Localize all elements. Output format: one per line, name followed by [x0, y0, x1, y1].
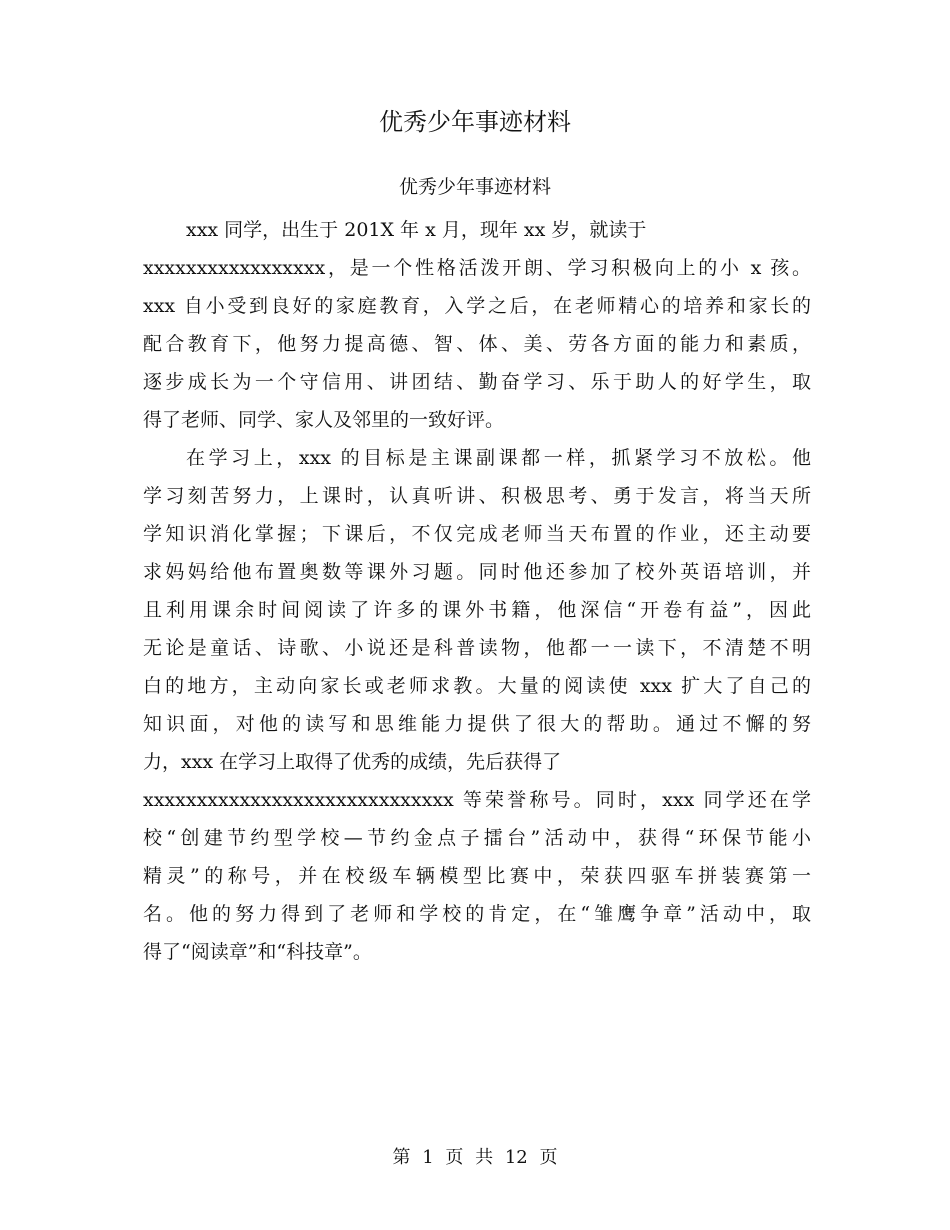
text-line: 白的地方，主动向家长或老师求教。大量的阅读使 xxx 扩大了自己的 [143, 675, 811, 697]
text-line: xxxxxxxxxxxxxxxxx，是一个性格活泼开朗、学习积极向上的小 x 孩。 [143, 257, 811, 279]
text-line: 无论是童话、诗歌、小说还是科普读物，他都一一读下，不清楚不明 [143, 637, 811, 659]
page-number: 第 1 页 共 12 页 [392, 1147, 558, 1168]
text-line: xxxxxxxxxxxxxxxxxxxxxxxxxxxxx 等荣誉称号。同时，xxx 同学还在学 [143, 789, 811, 811]
text-line: 求妈妈给他布置奥数等课外习题。同时他还参加了校外英语培训，并 [143, 561, 811, 583]
text-line: 知识面，对他的读写和思维能力提供了很大的帮助。通过不懈的努 [143, 713, 811, 735]
text-line: 且利用课余时间阅读了许多的课外书籍，他深信“开卷有益”，因此 [143, 599, 811, 621]
text-line: 学习刻苦努力，上课时，认真听讲、积极思考、勇于发言，将当天所 [143, 485, 811, 507]
document-subtitle: 优秀少年事迹材料 [398, 176, 551, 198]
text-line: 在学习上，xxx 的目标是主课副课都一样，抓紧学习不放松。他 [186, 447, 811, 469]
text-line: 得了“阅读章”和“科技章”。 [143, 941, 372, 963]
text-line: 力，xxx 在学习上取得了优秀的成绩，先后获得了 [143, 751, 562, 773]
text-line: 校“创建节约型学校—节约金点子擂台”活动中，获得“环保节能小 [143, 827, 811, 849]
text-line: 名。他的努力得到了老师和学校的肯定，在“雏鹰争章”活动中，取 [143, 903, 811, 925]
text-line: xxx 同学，出生于 201X 年 x 月，现年 xx 岁，就读于 [186, 219, 647, 241]
text-line: 得了老师、同学、家人及邻里的一致好评。 [143, 409, 505, 431]
text-line: 逐步成长为一个守信用、讲团结、勤奋学习、乐于助人的好学生，取 [143, 371, 811, 393]
text-line: xxx 自小受到良好的家庭教育，入学之后，在老师精心的培养和家长的 [143, 295, 811, 317]
document-body [143, 211, 811, 971]
document-title: 优秀少年事迹材料 [379, 108, 571, 136]
text-line: 精灵”的称号，并在校级车辆模型比赛中，荣获四驱车拼装赛第一 [143, 865, 811, 887]
text-line: 配合教育下，他努力提高德、智、体、美、劳各方面的能力和素质， [143, 333, 811, 355]
text-line: 学知识消化掌握；下课后，不仅完成老师当天布置的作业，还主动要 [143, 523, 811, 545]
